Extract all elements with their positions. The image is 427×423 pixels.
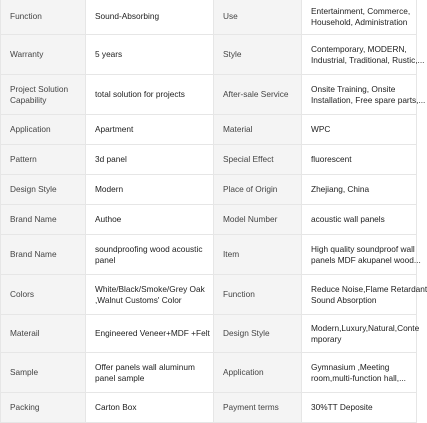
spec-value-line: panels MDF akupanel wood... (311, 254, 421, 265)
spec-value: Engineered Veneer+MDF +Felt (86, 315, 214, 353)
spec-label: Materail (1, 315, 86, 353)
spec-label: Warranty (1, 35, 86, 75)
spec-value-line: Gymnasium ,Meeting (311, 362, 390, 372)
table-row (1, 353, 417, 393)
spec-value: 30%TT Deposite (302, 393, 417, 423)
spec-label: After-sale Service (214, 75, 302, 115)
table-row (1, 35, 417, 75)
spec-value: total solution for projects (86, 75, 214, 115)
table-row (1, 175, 417, 205)
spec-value: Authoe (86, 205, 214, 235)
table-row (1, 393, 417, 423)
spec-value: acoustic wall panels (302, 205, 417, 235)
spec-value-line: Reduce Noise,Flame Retardant (311, 284, 427, 294)
spec-value: WPC (302, 115, 417, 145)
spec-label: Function (1, 0, 86, 35)
spec-label: Special Effect (214, 145, 302, 175)
spec-label: Design Style (1, 175, 86, 205)
spec-value-line: Industrial, Traditional, Rustic,... (311, 54, 425, 65)
spec-value-line: mporary (311, 333, 342, 344)
spec-value-line: High quality soundproof wall (311, 244, 415, 254)
spec-value: soundproofing wood acoustic panel (86, 235, 214, 275)
spec-value-line: Modern,Luxury,Natural,Conte (311, 323, 420, 333)
spec-label: Material (214, 115, 302, 145)
spec-value (302, 275, 427, 315)
spec-value-line: Household, Administration (311, 16, 408, 27)
table-row (1, 115, 417, 145)
spec-value: Sound-Absorbing (86, 0, 214, 35)
table-row (1, 275, 417, 315)
spec-value-line: Onsite Training, Onsite (311, 84, 396, 94)
spec-label: Function (214, 275, 302, 315)
spec-value: Modern (86, 175, 214, 205)
spec-label: Sample (1, 353, 86, 393)
spec-value: Carton Box (86, 393, 214, 423)
spec-label: Item (214, 235, 302, 275)
spec-value: White/Black/Smoke/Grey Oak ,Walnut Customs' Color (86, 275, 214, 315)
spec-value (302, 315, 420, 353)
table-row (1, 145, 417, 175)
spec-value-line: Sound Absorption (311, 294, 377, 305)
spec-label: Place of Origin (214, 175, 302, 205)
spec-label: Colors (1, 275, 86, 315)
spec-value (302, 75, 426, 115)
table-row (1, 315, 417, 353)
spec-label: Brand Name (1, 235, 86, 275)
spec-value-line: Contemporary, MODERN, (311, 44, 407, 54)
spec-value: Offer panels wall aluminum panel sample (86, 353, 214, 393)
spec-label: Application (214, 353, 302, 393)
spec-value-line: Entertainment, Commerce, (311, 6, 411, 16)
spec-value-line: room,multi-function hall,... (311, 372, 406, 383)
spec-label: Project Solution Capability (1, 75, 86, 115)
spec-value: Zhejiang, China (302, 175, 417, 205)
spec-label: Model Number (214, 205, 302, 235)
spec-label: Payment terms (214, 393, 302, 423)
spec-value (302, 0, 417, 35)
table-row (1, 0, 417, 35)
spec-label: Design Style (214, 315, 302, 353)
spec-label: Use (214, 0, 302, 35)
table-row (1, 205, 417, 235)
spec-value (302, 35, 425, 75)
spec-label: Packing (1, 393, 86, 423)
table-row (1, 235, 417, 275)
spec-value (302, 353, 417, 393)
spec-label: Application (1, 115, 86, 145)
spec-value: Apartment (86, 115, 214, 145)
spec-label: Style (214, 35, 302, 75)
spec-label: Brand Name (1, 205, 86, 235)
spec-value: fluorescent (302, 145, 417, 175)
spec-value: 3d panel (86, 145, 214, 175)
spec-value-line: Installation, Free spare parts,... (311, 94, 426, 105)
table-row (1, 75, 417, 115)
spec-value: 5 years (86, 35, 214, 75)
spec-label: Pattern (1, 145, 86, 175)
spec-value (302, 235, 421, 275)
